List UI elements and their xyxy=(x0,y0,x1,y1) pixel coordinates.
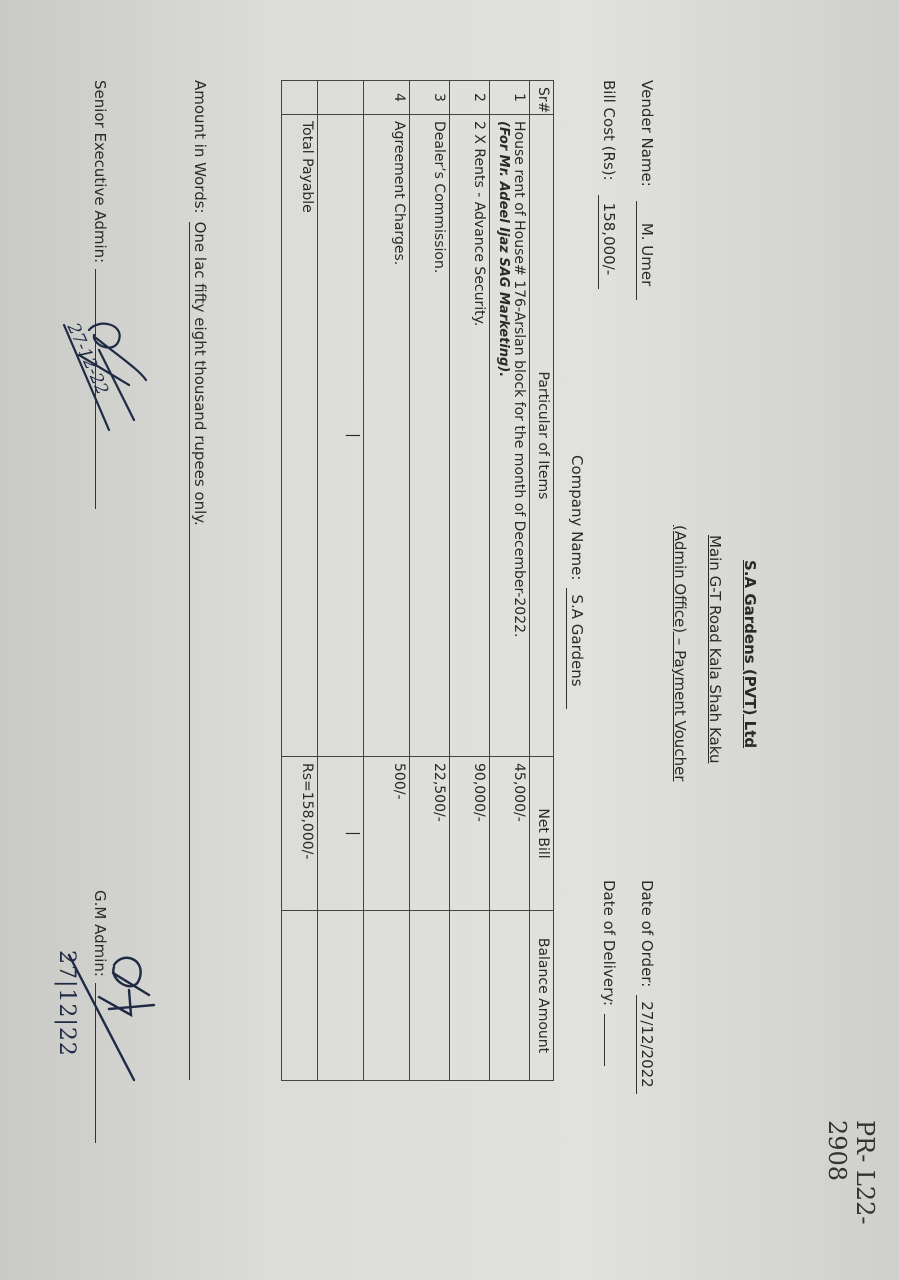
row-net-bill: 45,000/- xyxy=(490,757,530,911)
row-balance xyxy=(450,911,490,1081)
row-particular: 2 X Rents - Advance Security. xyxy=(450,115,490,757)
total-label: Total Payable xyxy=(282,115,318,757)
bill-cost-row xyxy=(598,80,618,289)
company-name-row xyxy=(566,455,586,709)
total-row xyxy=(282,81,318,1081)
row-particular xyxy=(490,115,530,757)
row-sr xyxy=(318,81,364,115)
table-row xyxy=(410,81,450,1081)
senior-executive-label: Senior Executive Admin: xyxy=(91,80,109,264)
table-row xyxy=(450,81,490,1081)
table-row xyxy=(490,81,530,1081)
gm-admin-date: 27|12|22 xyxy=(54,950,79,1057)
company-address: Main G-T Road Kala Shah Kaku xyxy=(706,535,724,764)
bill-cost-value: 158,000/- xyxy=(598,195,618,290)
date-of-delivery-row xyxy=(600,880,618,1066)
voucher-reference-number: PR- L22-2908 xyxy=(823,1120,879,1225)
row-particular: Dealer’s Commission. xyxy=(410,115,450,757)
total-balance xyxy=(282,911,318,1081)
amount-in-words-row xyxy=(189,80,209,1080)
company-name-label: Company Name: xyxy=(568,455,586,581)
row-particular: Agreement Charges. xyxy=(364,115,410,757)
row-particular-text: House rent of House# 176-Arslan block for the month of December-2022. xyxy=(511,121,527,638)
row-sr: 3 xyxy=(410,81,450,115)
row-sr: 1 xyxy=(490,81,530,115)
date-of-order-value: 27/12/2022 xyxy=(636,995,656,1093)
row-balance xyxy=(490,911,530,1081)
vender-name-row xyxy=(636,80,656,300)
row-sr: 4 xyxy=(364,81,410,115)
header-balance-amount: Balance Amount xyxy=(530,911,554,1081)
date-of-order-label: Date of Order: xyxy=(638,880,656,988)
row-sr: 2 xyxy=(450,81,490,115)
bill-cost-label: Bill Cost (Rs): xyxy=(600,80,618,181)
senior-executive-date: 27-12-22 xyxy=(62,320,113,398)
date-of-delivery-label: Date of Delivery: xyxy=(600,880,618,1007)
senior-executive-row xyxy=(91,80,109,509)
company-heading: S.A Gardens (PVT) Ltd xyxy=(741,560,759,749)
row-particular: | xyxy=(318,115,364,757)
total-value: Rs=158,000/- xyxy=(282,757,318,911)
row-net-bill: 90,000/- xyxy=(450,757,490,911)
amount-in-words-value: One lac fifty eight thousand rupees only. xyxy=(189,222,209,1080)
company-name-value: S.A Gardens xyxy=(566,588,586,708)
header-sr: Sr# xyxy=(530,81,554,115)
items-table xyxy=(281,80,554,1081)
table-row xyxy=(318,81,364,1081)
table-row xyxy=(364,81,410,1081)
row-balance xyxy=(318,911,364,1081)
total-sr xyxy=(282,81,318,115)
header-net-bill: Net Bill xyxy=(530,757,554,911)
date-of-order-row xyxy=(636,880,656,1094)
amount-in-words-label: Amount in Words: xyxy=(191,80,209,214)
voucher-title: (Admin Office) – Payment Voucher xyxy=(671,525,689,782)
vender-name-label: Vender Name: xyxy=(638,80,656,187)
row-particular-note: (For Mr. Adeel Ijaz SAG Marketing). xyxy=(496,121,511,378)
table-header-row xyxy=(530,81,554,1081)
vender-name-value: M. Umer xyxy=(636,201,656,300)
header-particular: Particular of Items xyxy=(530,115,554,757)
gm-admin-label: G.M Admin: xyxy=(91,890,109,977)
row-net-bill: | xyxy=(318,757,364,911)
row-balance xyxy=(364,911,410,1081)
row-net-bill: 22,500/- xyxy=(410,757,450,911)
date-of-delivery-value xyxy=(604,1014,606,1066)
row-balance xyxy=(410,911,450,1081)
row-net-bill: 500/- xyxy=(364,757,410,911)
